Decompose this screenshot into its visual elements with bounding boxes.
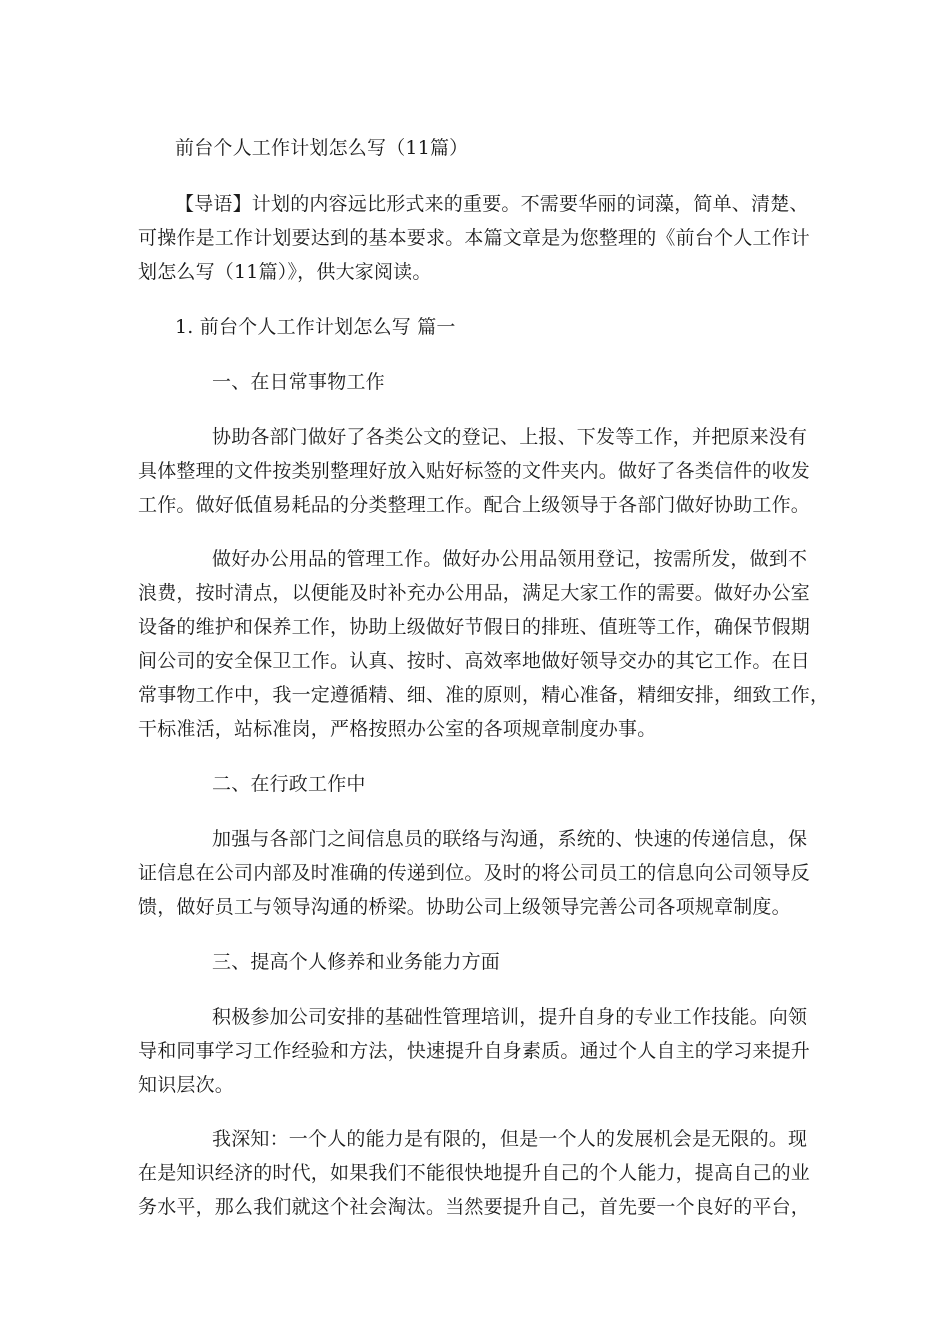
paragraph-line: 干标准活，站标准岗，严格按照办公室的各项规章制度办事。 xyxy=(138,718,657,740)
paragraph-line: 导和同事学习工作经验和方法，快速提升自身素质。通过个人自主的学习来提升 xyxy=(138,1040,811,1062)
paragraph-line: 协助各部门做好了各类公文的登记、上报、下发等工作，并把原来没有 xyxy=(212,426,808,448)
section-heading: 1. 前台个人工作计划怎么写 篇一 xyxy=(175,316,456,338)
part2-heading: 二、在行政工作中 xyxy=(212,773,366,795)
paragraph-line: 在是知识经济的时代，如果我们不能很快地提升自己的个人能力，提高自己的业 xyxy=(138,1162,811,1184)
intro-line: 【导语】计划的内容远比形式来的重要。不需要华丽的词藻，简单、清楚、 xyxy=(175,193,809,215)
paragraph-line: 浪费，按时清点，以便能及时补充办公用品，满足大家工作的需要。做好办公室 xyxy=(138,582,811,604)
intro-line: 划怎么写（11篇）》，供大家阅读。 xyxy=(138,261,432,283)
paragraph-line: 积极参加公司安排的基础性管理培训，提升自身的专业工作技能。向领 xyxy=(212,1006,808,1028)
paragraph-line: 务水平，那么我们就这个社会淘汰。当然要提升自己，首先要一个良好的平台， xyxy=(138,1196,811,1218)
document-title: 前台个人工作计划怎么写（11篇） xyxy=(175,137,469,159)
paragraph-line: 知识层次。 xyxy=(138,1074,235,1096)
paragraph-line: 设备的维护和保养工作，协助上级做好节假日的排班、值班等工作，确保节假期 xyxy=(138,616,811,638)
part3-heading: 三、提高个人修养和业务能力方面 xyxy=(212,951,501,973)
paragraph-line: 加强与各部门之间信息员的联络与沟通，系统的、快速的传递信息，保 xyxy=(212,828,808,850)
paragraph-line: 间公司的安全保卫工作。认真、按时、高效率地做好领导交办的其它工作。在日 xyxy=(138,650,811,672)
part1-heading: 一、在日常事物工作 xyxy=(212,371,385,393)
paragraph-line: 常事物工作中，我一定遵循精、细、准的原则，精心准备，精细安排，细致工作， xyxy=(138,684,830,706)
paragraph-line: 具体整理的文件按类别整理好放入贴好标签的文件夹内。做好了各类信件的收发 xyxy=(138,460,811,482)
intro-line: 可操作是工作计划要达到的基本要求。本篇文章是为您整理的《前台个人工作计 xyxy=(138,227,811,249)
paragraph-line: 证信息在公司内部及时准确的传递到位。及时的将公司员工的信息向公司领导反 xyxy=(138,862,811,884)
paragraph-line: 做好办公用品的管理工作。做好办公用品领用登记，按需所发，做到不 xyxy=(212,548,808,570)
paragraph-line: 工作。做好低值易耗品的分类整理工作。配合上级领导于各部门做好协助工作。 xyxy=(138,494,811,516)
paragraph-line: 我深知：一个人的能力是有限的，但是一个人的发展机会是无限的。现 xyxy=(212,1128,808,1150)
paragraph-line: 馈，做好员工与领导沟通的桥梁。协助公司上级领导完善公司各项规章制度。 xyxy=(138,896,791,918)
